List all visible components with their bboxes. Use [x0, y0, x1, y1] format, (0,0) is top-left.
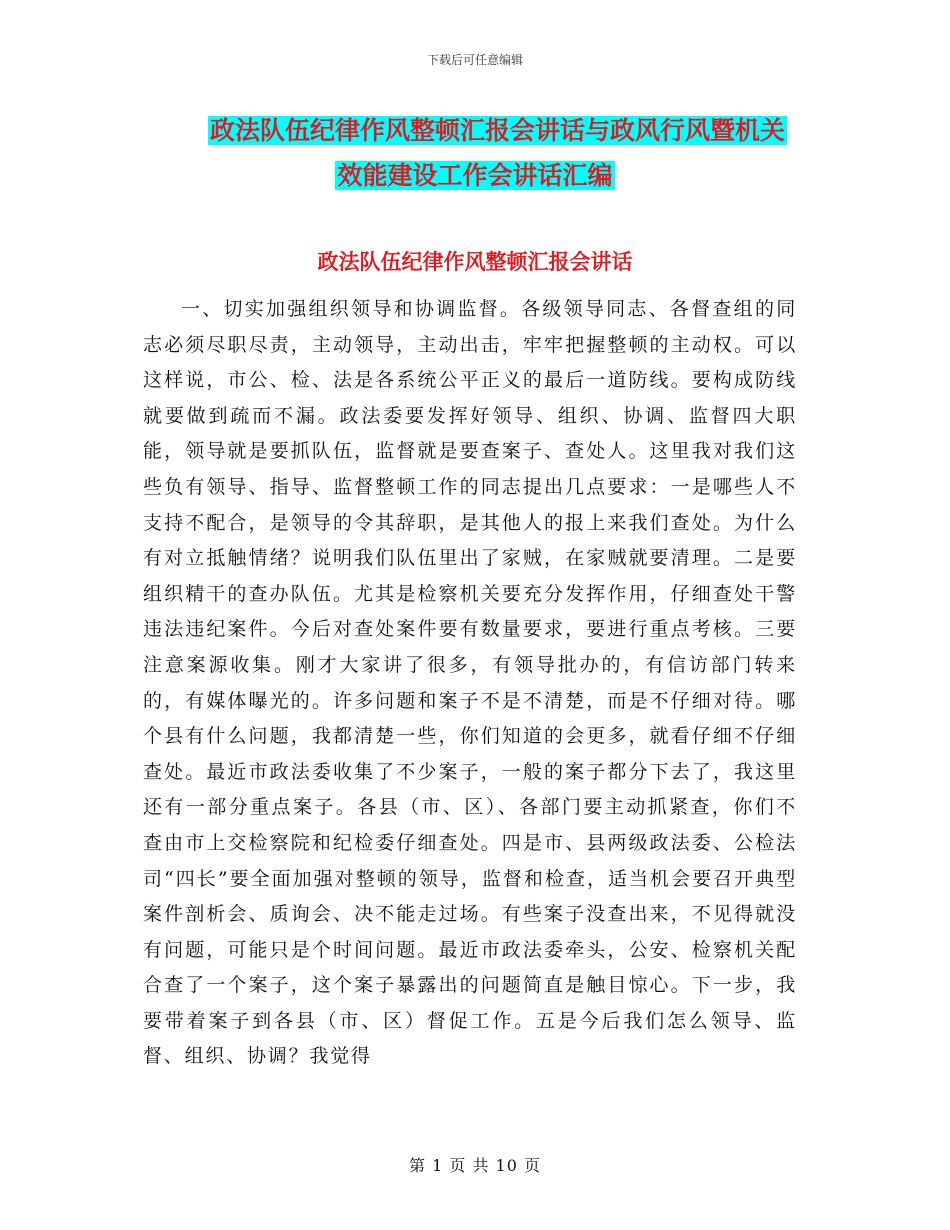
- page-header-note: 下载后可任意编辑: [426, 53, 523, 67]
- body-paragraph: 一、切实加强组织领导和协调监督。各级领导同志、各督查组的同志必须尽职尽责，主动领导，主动出击，牢牢把握整顿的主动权。可以这样说，市公、检、法是各系统公平正义的最后一道防线。要构成防线就要做到疏而不漏。政法委要发挥好领导、组织、协调、监督四大职能，领导就是要抓队伍，监督就是要查案子、查处人。这里我对我们这些负有领导、指导、监督整顿工作的同志提出几点要求：一是哪些人不支持不配合，是领导的令其辞职，是其他人的报上来我们查处。为什么有对立抵触情绪？说明我们队伍里出了家贼，在家贼就要清理。二是要组织精干的查办队伍。尤其是检察机关要充分发挥作用，仔细查处干警违法违纪案件。今后对查处案件要有数量要求，要进行重点考核。三要注意案源收集。刚才大家讲了很多，有领导批办的，有信访部门转来的，有媒体曝光的。许多问题和案子不是不清楚，而是不仔细对待。哪个县有什么问题，我都清楚一些，你们知道的会更多，就看仔细不仔细查处。最近市政法委收集了不少案子，一般的案子都分下去了，我这里还有一部分重点案子。各县（市、区）、各部门要主动抓紧查，你们不查由市上交检察院和纪检委仔细查处。四是市、县两级政法委、公检法司“四长”要全面加强对整顿的领导，监督和检查，适当机会要召开典型案件剖析会、质询会、决不能走过场。有些案子没查出来，不见得就没有问题，可能只是个时间问题。最近市政法委牵头，公安、检察机关配合查了一个案子，这个案子暴露出的问题简直是触目惊心。下一步，我要带着案子到各县（市、区）督促工作。五是今后我们怎么领导、监督、组织、协调？我觉得: [143, 298, 797, 1068]
- page-number-footer: 第 1 页 共 10 页: [409, 1156, 541, 1175]
- document-title-line-2: [0, 158, 950, 194]
- section-title: 政法队伍纪律作风整顿汇报会讲话: [317, 249, 633, 274]
- document-title-text-1: 政法队伍纪律作风整顿汇报会讲话与政风行风暨机关: [209, 116, 785, 145]
- document-title-line-1: [0, 113, 950, 149]
- document-title-text-2: 效能建设工作会讲话汇编: [337, 161, 613, 190]
